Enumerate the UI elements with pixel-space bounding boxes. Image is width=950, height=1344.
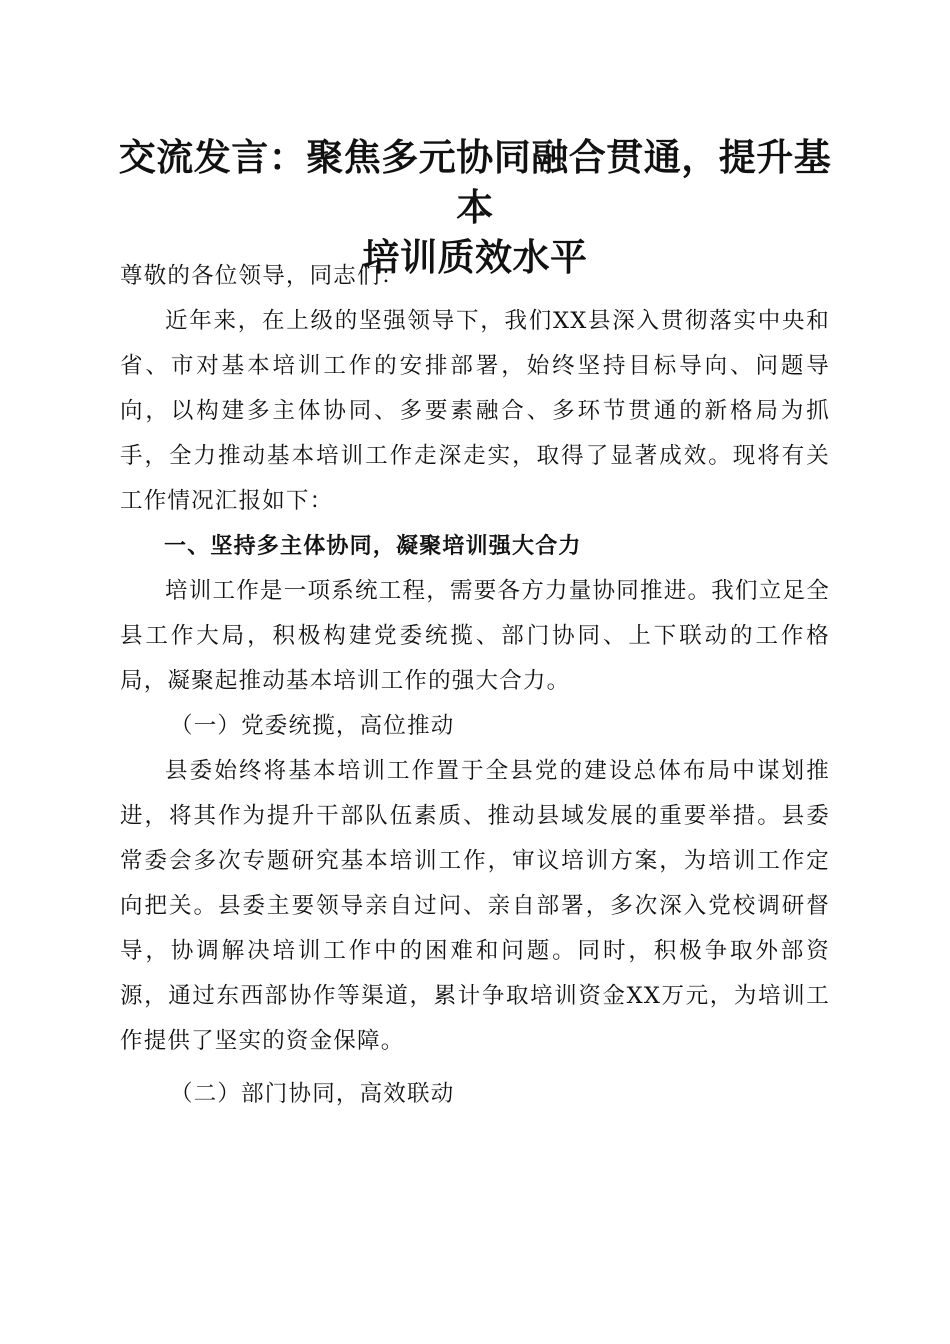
- section-1-heading: 一、坚持多主体协同，凝聚培训强大合力: [164, 534, 582, 559]
- title-line-2: 培训质效水平: [362, 235, 588, 279]
- subsection-2-heading: （二）部门协同，高效联动: [170, 1081, 455, 1107]
- section-1-paragraph: 培训工作是一项系统工程，需要各方力量协同推进。我们立足全县工作大局，积极构建党委统揽、部门协同、上下联动的工作格局，凝聚起推动基本培训工作的强大合力。: [120, 578, 830, 694]
- intro-paragraph: 近年来，在上级的坚强领导下，我们XX县深入贯彻落实中央和省、市对基本培训工作的安排部署，始终坚持目标导向、问题导向，以构建多主体协同、多要素融合、多环节贯通的新格局为抓手，全力推动基本培训工作走深走实，取得了显著成效。现将有关工作情况汇报如下：: [120, 308, 830, 514]
- salutation: 尊敬的各位领导，同志们：: [120, 263, 405, 289]
- title-line-1: 交流发言：聚焦多元协同融合贯通，提升基本: [118, 135, 832, 229]
- subsection-1-paragraph: 县委始终将基本培训工作置于全县党的建设总体布局中谋划推进，将其作为提升干部队伍素质、推动县域发展的重要举措。县委常委会多次专题研究基本培训工作，审议培训方案，为培训工作定向把关。县委主要领导亲自过问、亲自部署，多次深入党校调研督导，协调解决培训工作中的困难和问题。同时，积极争取外部资源，通过东西部协作等渠道，累计争取培训资金XX万元，为培训工作提供了坚实的资金保障。: [120, 758, 830, 1054]
- subsection-1-heading: （一）党委统揽，高位推动: [170, 713, 455, 739]
- document-body: [120, 254, 830, 1117]
